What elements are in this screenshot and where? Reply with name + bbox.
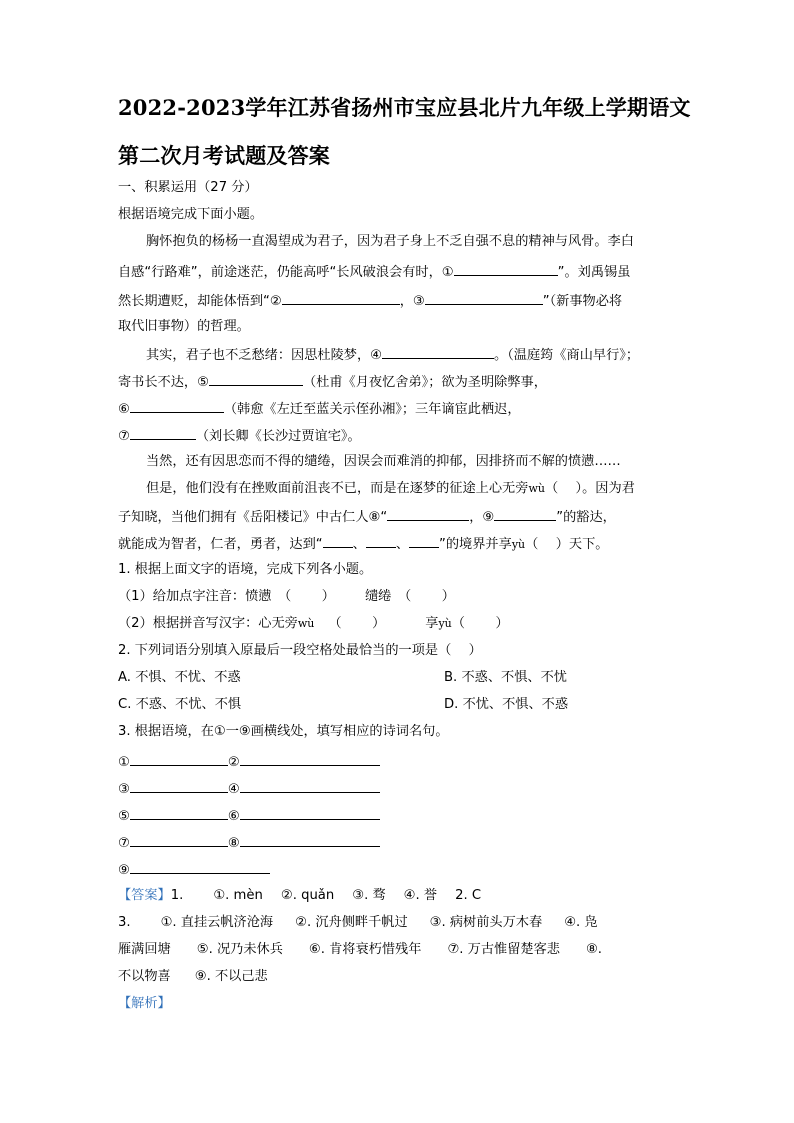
answer-blank[interactable]: [240, 806, 380, 820]
text: （ ）。因为君: [544, 481, 635, 496]
blank-number: ①: [118, 755, 130, 770]
text: 缱绻 （ ）: [364, 589, 455, 604]
blank-number: ②: [227, 755, 240, 770]
fill-blank: [409, 534, 439, 548]
blank-number: ⑧: [227, 836, 240, 851]
blank-number: ⑨: [118, 863, 130, 878]
passage-line: 当然，还有因思恋而不得的缱绻，因误会而难消的抑郁，因排挤而不解的愤懑……: [146, 454, 621, 469]
text: （杜甫《月夜忆舍弟》；欲为圣明除弊事，: [302, 375, 547, 390]
answer-item: 3.: [118, 915, 131, 930]
text: ⑥: [118, 402, 130, 417]
document-title-line1: 2022-2023学年江苏省扬州市宝应县北片九年级上学期语文: [118, 95, 691, 120]
text: ⑦: [118, 429, 130, 444]
text: 、: [395, 537, 410, 552]
option-label: A.: [118, 670, 131, 685]
text: 寄书长不达，⑤: [118, 375, 209, 390]
answer-item: 雁满回塘: [118, 942, 171, 957]
answer-line-1: [118, 887, 481, 905]
answer-blank-row: [118, 860, 270, 880]
text: 、: [352, 537, 366, 552]
pinyin: wù: [528, 482, 545, 495]
answer-blank[interactable]: [130, 779, 228, 793]
pinyin: yù: [438, 617, 452, 630]
text: （1）给加点字注音：愤懑 （ ）: [118, 589, 335, 604]
answer-item: ⑧.: [585, 942, 602, 957]
question-1-1: [118, 588, 455, 606]
text: 其实，君子也不乏愁绪：因思杜陵梦，④: [146, 348, 383, 363]
text: （ ）: [451, 616, 509, 631]
text: （2）根据拼音写汉字：心无旁: [118, 616, 298, 631]
blank-number: ④: [227, 782, 240, 797]
text: ”（新事物必将: [542, 294, 623, 309]
fill-blank: [323, 534, 353, 548]
fill-blank-2: [282, 291, 400, 305]
text: ，⑨: [469, 510, 495, 525]
text: 。（温庭筠《商山早行》；: [494, 348, 640, 363]
instruction: 根据语境完成下面小题。: [118, 207, 264, 222]
pinyin: yù: [511, 538, 526, 551]
answer-item: ③. 病树前头万木春: [429, 915, 543, 930]
passage-line: [118, 291, 622, 311]
blank-number: ⑤: [118, 809, 130, 824]
option-text: 不惑、不惧、不忧: [461, 670, 567, 685]
document-title-line2: 第二次月考试题及答案: [118, 143, 330, 168]
answer-blank[interactable]: [130, 860, 270, 874]
section-heading: 一、积累运用（27 分）: [118, 180, 258, 195]
answer-item: ⑥. 肯将衰朽惜残年: [308, 942, 422, 957]
pinyin: wù: [297, 617, 315, 630]
text: （ ）: [328, 616, 386, 631]
answer-item: ①. mèn: [213, 888, 263, 903]
answer-item: 1.: [170, 888, 184, 903]
text: （刘长卿《长沙过贾谊宅》。: [195, 429, 361, 444]
question-2: 2. 下列词语分别填入原最后一段空格处最恰当的一项是（ ）: [118, 643, 482, 658]
blank-number: ⑥: [227, 809, 240, 824]
passage-line: [118, 372, 547, 392]
answer-blank-row: [118, 806, 380, 826]
passage-line: 取代旧事物）的哲理。: [118, 319, 250, 334]
answer-item: 不以物喜: [118, 969, 171, 984]
option-label: C.: [118, 697, 132, 712]
answer-label: 【答案】: [118, 888, 171, 903]
option-d[interactable]: [444, 696, 568, 714]
answer-blank[interactable]: [240, 779, 380, 793]
fill-blank-5: [209, 372, 303, 386]
answer-item: ⑨. 不以己悲: [194, 969, 268, 984]
text: 就能成为智者，仁者，勇者，达到“: [118, 537, 323, 552]
passage-line: [118, 534, 608, 554]
fill-blank: [366, 534, 396, 548]
option-text: 不惑、不忧、不惧: [135, 697, 242, 712]
question-1-2: [118, 615, 509, 633]
answer-blank[interactable]: [240, 752, 380, 766]
question-1: 1. 根据上面文字的语境，完成下列各小题。: [118, 562, 373, 577]
blank-number: ⑦: [118, 836, 130, 851]
answer-blank-row: [118, 752, 380, 772]
text: ”的豁达，: [556, 510, 616, 525]
answer-item: ①. 直挂云帆济沧海: [160, 915, 274, 930]
analysis-label: 【解析】: [118, 996, 171, 1011]
answer-line-2: [118, 914, 678, 932]
fill-blank-6: [130, 399, 224, 413]
option-b[interactable]: [444, 669, 567, 687]
fill-blank-4: [382, 345, 494, 359]
option-label: B.: [444, 670, 458, 685]
answer-line-3: [118, 941, 678, 959]
fill-blank-3: [425, 291, 543, 305]
text: ”。刘禹锡虽: [557, 265, 631, 280]
text: 但是，他们没有在挫败面前沮丧不已，而是在逐梦的征途上心无旁: [146, 481, 529, 496]
answer-blank[interactable]: [130, 833, 228, 847]
answer-line-4: [118, 968, 268, 986]
answer-blank[interactable]: [130, 752, 228, 766]
fill-blank-7: [130, 426, 196, 440]
answer-blank-row: [118, 779, 380, 799]
answer-item: ⑤. 况乃未休兵: [196, 942, 283, 957]
option-text: 不惧、不忧、不惑: [135, 670, 241, 685]
answer-blank[interactable]: [240, 833, 380, 847]
answer-blank-row: [118, 833, 380, 853]
answer-item: ⑦. 万古惟留楚客悲: [447, 942, 560, 957]
passage-line: [118, 426, 361, 446]
fill-blank-1: [454, 262, 558, 276]
options-row: [118, 696, 678, 714]
passage-line: [118, 399, 521, 419]
answer-blank[interactable]: [130, 806, 228, 820]
text: 享: [425, 616, 439, 631]
text: （ ）天下。: [525, 537, 609, 552]
text: 自感“行路难”，前途迷茫，仍能高呼“长风破浪会有时，①: [118, 265, 454, 280]
answer-item: ②. 沉舟侧畔千帆过: [295, 915, 408, 930]
option-c[interactable]: [118, 697, 241, 712]
option-a[interactable]: [118, 670, 241, 685]
passage-line: [146, 480, 635, 498]
text: （韩愈《左迁至蓝关示侄孙湘》；三年谪宦此栖迟，: [223, 402, 521, 417]
passage-line: 胸怀抱负的杨杨一直渴望成为君子，因为君子身上不乏自强不息的精神与风骨。李白: [146, 234, 634, 249]
fill-blank-9: [494, 507, 556, 521]
option-text: 不忧、不惧、不惑: [462, 697, 569, 712]
text: ，③: [399, 294, 425, 309]
passage-line: [118, 507, 616, 527]
answer-item: ③. 骛: [352, 888, 386, 903]
text: 然长期遭贬，却能体悟到“②: [118, 294, 282, 309]
answer-item: ④. 誉: [403, 888, 438, 903]
blank-number: ③: [118, 782, 130, 797]
text: ”的境界并享: [439, 537, 512, 552]
answer-item: 2. C: [455, 888, 482, 903]
passage-line: [118, 262, 630, 282]
answer-item: ④. 凫: [564, 915, 598, 930]
question-3: 3. 根据语境，在①一⑨画横线处，填写相应的诗词名句。: [118, 724, 449, 739]
passage-line: [146, 345, 639, 365]
text: 子知晓，当他们拥有《岳阳楼记》中古仁人⑧“: [118, 510, 388, 525]
fill-blank-8: [387, 507, 469, 521]
answer-item: ②. quǎn: [280, 888, 335, 903]
options-row: [118, 669, 678, 687]
option-label: D.: [444, 697, 459, 712]
